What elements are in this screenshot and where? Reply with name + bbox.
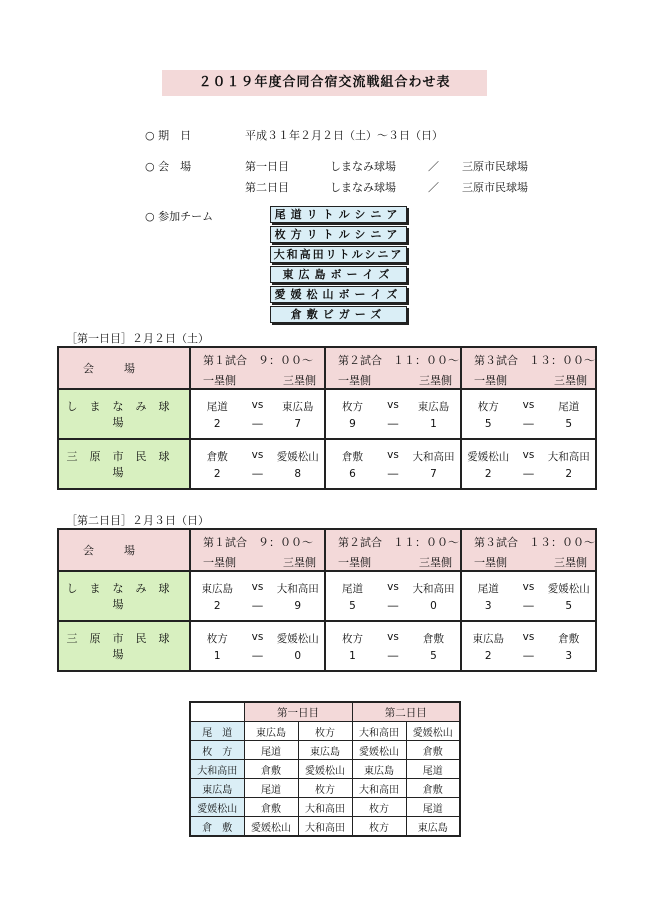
summary-team: 倉 敷: [190, 817, 244, 837]
schedule-header-row: [58, 347, 596, 389]
venue-day2-label: 第二日目: [245, 181, 289, 194]
game-header: 第１試合 ９：００～ 一塁側 三塁側: [190, 347, 325, 389]
match-cell: 倉敷 vs 愛媛松山 2 ― 8: [190, 439, 325, 489]
team-box: 東広島ボーイズ: [270, 266, 407, 283]
team-box: 尾道リトルシニア: [270, 206, 407, 223]
day1-label: ［第一日目］２月２日（土）: [66, 332, 209, 345]
summary-opponent: 愛媛松山: [244, 817, 298, 837]
schedule-header-row: [58, 529, 596, 571]
match-cell: 東広島 vs 倉敷 2 ― 3: [461, 621, 596, 671]
venue-header-cell: 会場: [58, 347, 190, 389]
match-cell: 愛媛松山 vs 大和高田 2 ― 2: [461, 439, 596, 489]
venue-name: 三原市民球場: [58, 439, 190, 489]
summary-opponent: 枚方: [352, 817, 406, 837]
venue-day2-b: 三原市民球場: [462, 181, 528, 194]
teams-label: ○ 参加チーム: [145, 210, 214, 223]
summary-opponent: 枚方: [298, 779, 352, 798]
match-cell: 尾道 vs 東広島 2 ― 7: [190, 389, 325, 439]
summary-opponent: 枚方: [298, 722, 352, 741]
match-cell: 倉敷 vs 大和高田 6 ― 7: [325, 439, 461, 489]
venue-row: [58, 571, 596, 621]
venue-row: [58, 389, 596, 439]
venue-row: [58, 439, 596, 489]
venue-day2-sep: ／: [428, 181, 439, 194]
summary-opponent: 大和高田: [298, 817, 352, 837]
summary-row: [190, 798, 460, 817]
summary-opponent: 東広島: [352, 760, 406, 779]
team-box: 枚方リトルシニア: [270, 226, 407, 243]
venue-label: ○ 会 場: [145, 160, 192, 173]
summary-opponent: 東広島: [298, 741, 352, 760]
summary-opponent: 尾道: [244, 741, 298, 760]
summary-opponent: 大和高田: [352, 722, 406, 741]
summary-row: [190, 722, 460, 741]
summary-opponent: 尾道: [244, 779, 298, 798]
summary-row: [190, 760, 460, 779]
game-header: 第２試合 １１：００～ 一塁側 三塁側: [325, 529, 461, 571]
summary-corner: [190, 702, 244, 722]
summary-opponent: 倉敷: [244, 760, 298, 779]
team-box: 倉敷ビガーズ: [270, 306, 407, 323]
summary-opponent: 東広島: [406, 817, 460, 837]
match-cell: 尾道 vs 愛媛松山 3 ― 5: [461, 571, 596, 621]
summary-team: 東広島: [190, 779, 244, 798]
day2-label: ［第二日目］２月３日（日）: [66, 514, 209, 527]
venue-name: 三原市民球場: [58, 621, 190, 671]
summary-opponent: 愛媛松山: [298, 760, 352, 779]
match-cell: 東広島 vs 大和高田 2 ― 9: [190, 571, 325, 621]
summary-opponent: 愛媛松山: [406, 722, 460, 741]
summary-opponent: 枚方: [352, 798, 406, 817]
summary-opponent: 倉敷: [244, 798, 298, 817]
venue-row: [58, 621, 596, 671]
summary-table: [189, 701, 461, 837]
summary-row: [190, 817, 460, 837]
match-cell: 枚方 vs 尾道 5 ― 5: [461, 389, 596, 439]
venue-name: しまなみ球場: [58, 389, 190, 439]
match-cell: 枚方 vs 東広島 9 ― 1: [325, 389, 461, 439]
date-label: ○ 期 日: [145, 129, 192, 142]
game-header: 第１試合 ９：００～ 一塁側 三塁側: [190, 529, 325, 571]
venue-day1-a: しまなみ球場: [330, 160, 396, 173]
summary-team: 愛媛松山: [190, 798, 244, 817]
game-header: 第３試合 １３：００～ 一塁側 三塁側: [461, 347, 596, 389]
game-header: 第２試合 １１：００～ 一塁側 三塁側: [325, 347, 461, 389]
match-cell: 尾道 vs 大和高田 5 ― 0: [325, 571, 461, 621]
summary-row: [190, 779, 460, 798]
game-header: 第３試合 １３：００～ 一塁側 三塁側: [461, 529, 596, 571]
venue-day1-b: 三原市民球場: [462, 160, 528, 173]
day1-schedule-table: [57, 346, 597, 490]
team-box: 大和高田リトルシニア: [270, 246, 407, 263]
summary-opponent: 大和高田: [298, 798, 352, 817]
summary-header: 第一日目: [244, 702, 352, 722]
venue-day2-a: しまなみ球場: [330, 181, 396, 194]
summary-opponent: 愛媛松山: [352, 741, 406, 760]
venue-day1-sep: ／: [428, 160, 439, 173]
summary-team: 尾 道: [190, 722, 244, 741]
summary-opponent: 大和高田: [352, 779, 406, 798]
day2-schedule-table: [57, 528, 597, 672]
summary-opponent: 東広島: [244, 722, 298, 741]
summary-team: 枚 方: [190, 741, 244, 760]
venue-day1-label: 第一日目: [245, 160, 289, 173]
venue-name: しまなみ球場: [58, 571, 190, 621]
summary-row: [190, 741, 460, 760]
page-title: ２０１９年度合同合宿交流戦組合わせ表: [162, 70, 487, 96]
summary-header-row: [190, 702, 460, 722]
summary-header: 第二日目: [352, 702, 460, 722]
match-cell: 枚方 vs 倉敷 1 ― 5: [325, 621, 461, 671]
summary-opponent: 尾道: [406, 760, 460, 779]
summary-team: 大和高田: [190, 760, 244, 779]
date-value: 平成３１年２月２日（土）～３日（日）: [245, 129, 443, 142]
summary-opponent: 倉敷: [406, 741, 460, 760]
venue-header-cell: 会場: [58, 529, 190, 571]
summary-opponent: 倉敷: [406, 779, 460, 798]
summary-opponent: 尾道: [406, 798, 460, 817]
match-cell: 枚方 vs 愛媛松山 1 ― 0: [190, 621, 325, 671]
team-box: 愛媛松山ボーイズ: [270, 286, 407, 303]
